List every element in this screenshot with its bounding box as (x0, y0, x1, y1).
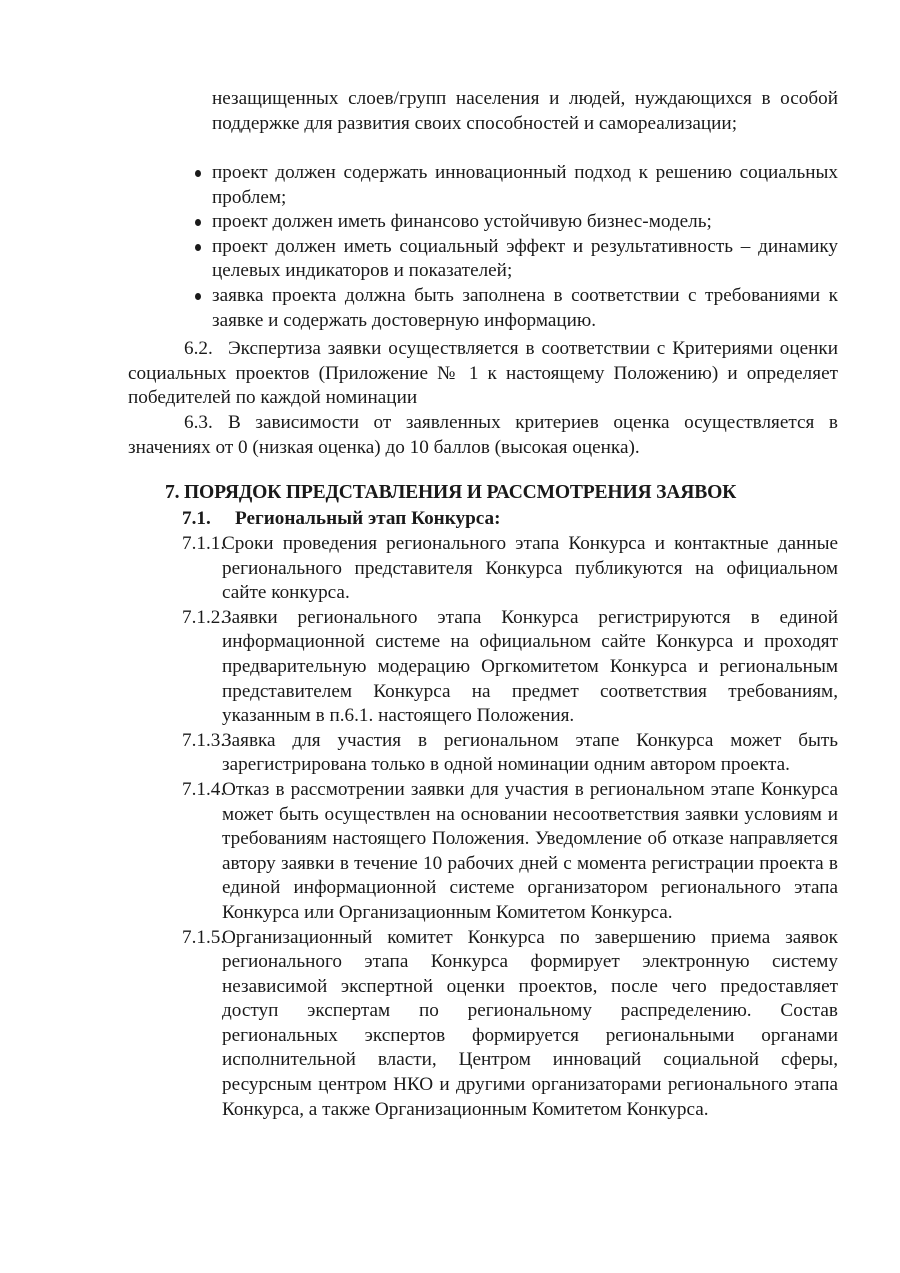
bullet-dot-icon (195, 244, 201, 251)
section-title: 7. ПОРЯДОК ПРЕДСТАВЛЕНИЯ И РАССМОТРЕНИЯ ЗАЯВОК (165, 482, 737, 503)
item-number: 7.1.2. (182, 606, 226, 628)
bullet-item (193, 161, 838, 210)
item-text: Отказ в рассмотрении заявки для участия в региональном этапе Конкурса может быть осуществлен на основании несоответствия заявки условиям и требованиям настоящего Положения. Уведомление об отказе направляется автору заявки в течение 10 рабочих дней с момента регистрации проекта в единой информационной системе организатором регионального этапа Конкурса или Организационным Комитетом Конкурса. (222, 778, 838, 923)
bullet-dot-icon (195, 293, 201, 300)
numbered-item-7-1-3 (182, 729, 838, 778)
bullet-item (193, 284, 838, 333)
bullet-item (193, 235, 838, 284)
paragraph-6-2 (128, 337, 838, 411)
criteria-bullet-list (193, 161, 838, 333)
numbered-item-7-1-2 (182, 606, 838, 729)
bullet-text: заявка проекта должна быть заполнена в соответствии с требованиями к заявке и содержать достоверную информацию. (212, 284, 838, 331)
paragraph-number: 6.2. (184, 338, 213, 359)
numbered-item-7-1-1 (182, 532, 838, 606)
item-number: 7.1.3. (182, 729, 226, 751)
bullet-dot-icon (195, 219, 201, 226)
item-text: Организационный комитет Конкурса по завершению приема заявок регионального этапа Конкурса формирует электронную систему независимой экспертной оценки проектов, после чего предоставляет доступ экспертам по региональному распределению. Состав региональных экспертов формируется региональными органами исполнительной власти, Центром инноваций социальной сферы, ресурсным центром НКО и другими организаторами регионального этапа Конкурса, а также Организационным Комитетом Конкурса. (222, 926, 838, 1120)
item-number: 7.1.5. (182, 926, 226, 948)
bullet-text: проект должен содержать инновационный подход к решению социальных проблем; (212, 162, 838, 208)
bullet-item (193, 210, 838, 235)
paragraph-text: Экспертиза заявки осуществляется в соответствии с Критериями оценки социальных проектов (Приложение № 1 к настоящему Положению) и определяет победителей по каждой номинации (128, 338, 838, 409)
numbered-item-7-1-4 (182, 778, 838, 926)
subsection-number: 7.1. (182, 508, 211, 529)
item-number: 7.1.1. (182, 533, 226, 554)
item-number: 7.1.4. (182, 778, 226, 800)
numbered-items (182, 532, 838, 1122)
item-text: Заявки регионального этапа Конкурса регистрируются в единой информационной системе на официальном сайте Конкурса и проходят предварительную модерацию Оргкомитетом Конкурса и региональным представителем Конкурса на предмет соответствия требованиям, указанным в п.6.1. настоящего Положения. (222, 606, 838, 727)
bullet-dot-icon (195, 170, 201, 177)
bullet-text: проект должен иметь социальный эффект и результативность – динамику целевых индикаторов и показателей; (212, 235, 838, 282)
bullet-continuation: незащищенных слоев/групп населения и людей, нуждающихся в особой поддержке для развития своих способностей и самореализации; (212, 88, 838, 134)
subsection-title: Региональный этап Конкурса: (235, 508, 501, 529)
paragraph-6-3 (128, 411, 838, 460)
paragraph-number: 6.3. (184, 412, 213, 433)
item-text: Сроки проведения регионального этапа Конкурса и контактные данные регионального представителя Конкурса публикуются на официальном сайте конкурса. (222, 533, 838, 604)
numbered-item-7-1-5 (182, 926, 838, 1123)
bullet-text: проект должен иметь финансово устойчивую бизнес-модель; (212, 211, 712, 233)
paragraph-text: В зависимости от заявленных критериев оценка осуществляется в значениях от 0 (низкая оценка) до 10 баллов (высокая оценка). (128, 412, 838, 458)
subsection-heading (182, 507, 501, 532)
item-text: Заявка для участия в региональном этапе Конкурса может быть зарегистрирована только в одной номинации одним автором проекта. (222, 729, 838, 776)
